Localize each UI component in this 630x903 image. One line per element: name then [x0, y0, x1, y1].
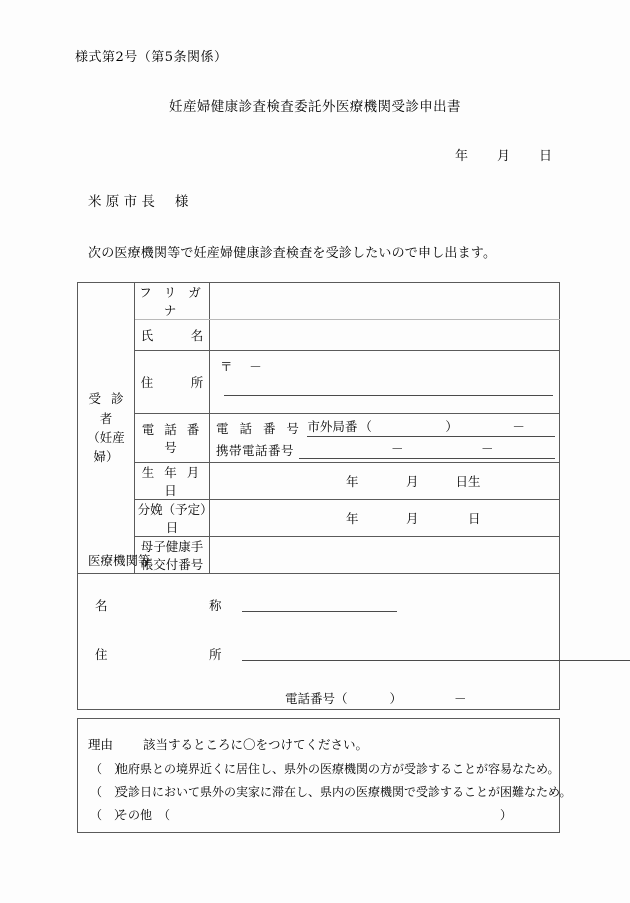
institution-address-input[interactable] — [242, 647, 630, 661]
postal-code-line — [220, 357, 279, 375]
label-furigana: フ リ ガ ナ — [135, 283, 210, 320]
mobile-phone-label: 携帯電話番号 — [216, 443, 295, 458]
institution-phone-label: 電話番号（ — [285, 691, 348, 706]
label-phone: 電 話 番 号 — [135, 414, 210, 463]
postal-mark-icon: 〒 — [220, 359, 233, 374]
reason-option-1[interactable] — [90, 760, 560, 777]
phone-paren-open: （ — [359, 419, 372, 434]
reason-heading — [88, 735, 368, 753]
reason-checkbox-1[interactable]: （ ） — [90, 762, 127, 776]
address-write-rule[interactable] — [224, 395, 553, 396]
field-delivery-date[interactable] — [210, 500, 560, 537]
mobile-phone-input[interactable] — [299, 442, 555, 459]
field-phone[interactable] — [210, 414, 560, 463]
delivery-month-label: 月 — [405, 511, 419, 526]
table-row-address — [78, 351, 560, 414]
table-row-furigana — [78, 283, 560, 320]
label-handbook-number: 母子健康手帳交付番号 — [135, 537, 210, 574]
reason-text-3: その他 （ — [116, 808, 171, 822]
mobile-hyphen-2: － — [481, 441, 494, 456]
date-month-label: 月 — [497, 149, 511, 164]
table-row-delivery-date — [78, 500, 560, 537]
field-furigana[interactable] — [210, 283, 560, 320]
institution-address-label: 住 所 — [95, 647, 238, 662]
institution-name-input[interactable] — [242, 598, 397, 612]
form-code: 様式第2号（第5条関係） — [75, 50, 228, 65]
label-address: 住 所 — [135, 351, 210, 414]
mobile-phone-row — [216, 441, 555, 459]
table-row-name — [78, 320, 560, 351]
addressee — [88, 190, 188, 210]
reason-text-1: 他府県との境界近くに居住し、県外の医療機関の方が受診することが容易なため。 — [116, 762, 560, 776]
reason-text-2: 受診日において県外の実家に滞在し、県内の医療機関で受診することが困難なため。 — [116, 785, 572, 799]
home-phone-input[interactable] — [307, 420, 555, 437]
reason-checkbox-2[interactable]: （ ） — [90, 785, 127, 799]
document-title: 妊産婦健康診査検査委託外医療機関受診申出書 — [169, 99, 461, 115]
reason-other-close: ） — [500, 808, 513, 822]
addressee-honorific: 様 — [174, 194, 189, 210]
label-delivery-date: 分娩（予定）日 — [135, 500, 210, 537]
date-day-label: 日 — [539, 149, 553, 164]
area-code-label: 市外局番 — [307, 419, 358, 434]
table-row-phone — [78, 414, 560, 463]
reason-option-2[interactable] — [90, 783, 572, 800]
applicant-table — [77, 282, 560, 574]
delivery-year-label: 年 — [345, 511, 359, 526]
field-address[interactable] — [210, 351, 560, 414]
category-line-1: 受 診 者 — [88, 391, 127, 426]
institution-title: 医療機関等 — [88, 553, 151, 568]
home-phone-row — [216, 419, 555, 437]
delivery-day-label: 日 — [467, 511, 481, 526]
addressee-name: 米 原 市 長 — [88, 194, 155, 210]
birth-day-label: 日生 — [455, 474, 481, 489]
postal-dash: － — [249, 359, 262, 374]
date-line — [455, 145, 552, 164]
home-phone-label: 電 話 番 号 — [216, 421, 303, 436]
reason-option-3[interactable] — [90, 806, 512, 823]
label-birthdate: 生 年 月 日 — [135, 463, 210, 500]
institution-phone-hyphen: － — [454, 691, 467, 706]
mobile-hyphen-1: － — [391, 441, 404, 456]
intro-sentence: 次の医療機関等で妊産婦健康診査検査を受診したいので申し出ます。 — [88, 246, 497, 261]
reason-instruction: 該当するところに〇をつけてください。 — [143, 737, 369, 752]
phone-paren-close: ） — [445, 419, 458, 434]
reason-label: 理由 — [88, 737, 114, 752]
institution-name-row — [95, 596, 397, 614]
institution-phone-paren-close: ） — [389, 691, 403, 706]
date-year-label: 年 — [455, 149, 469, 164]
institution-address-row — [95, 645, 630, 663]
institution-phone-row[interactable] — [285, 689, 467, 707]
field-birthdate[interactable] — [210, 463, 560, 500]
institution-name-label: 名 称 — [95, 598, 238, 613]
applicant-category-cell — [78, 283, 135, 574]
birth-month-label: 月 — [405, 474, 419, 489]
reason-checkbox-3[interactable]: （ ） — [90, 808, 127, 822]
label-name: 氏 名 — [135, 320, 210, 351]
category-line-2: （妊産婦） — [87, 430, 125, 465]
birth-year-label: 年 — [345, 474, 359, 489]
table-row-birthdate — [78, 463, 560, 500]
phone-fields — [216, 419, 555, 463]
phone-hyphen: － — [512, 419, 525, 434]
field-name[interactable] — [210, 320, 560, 351]
